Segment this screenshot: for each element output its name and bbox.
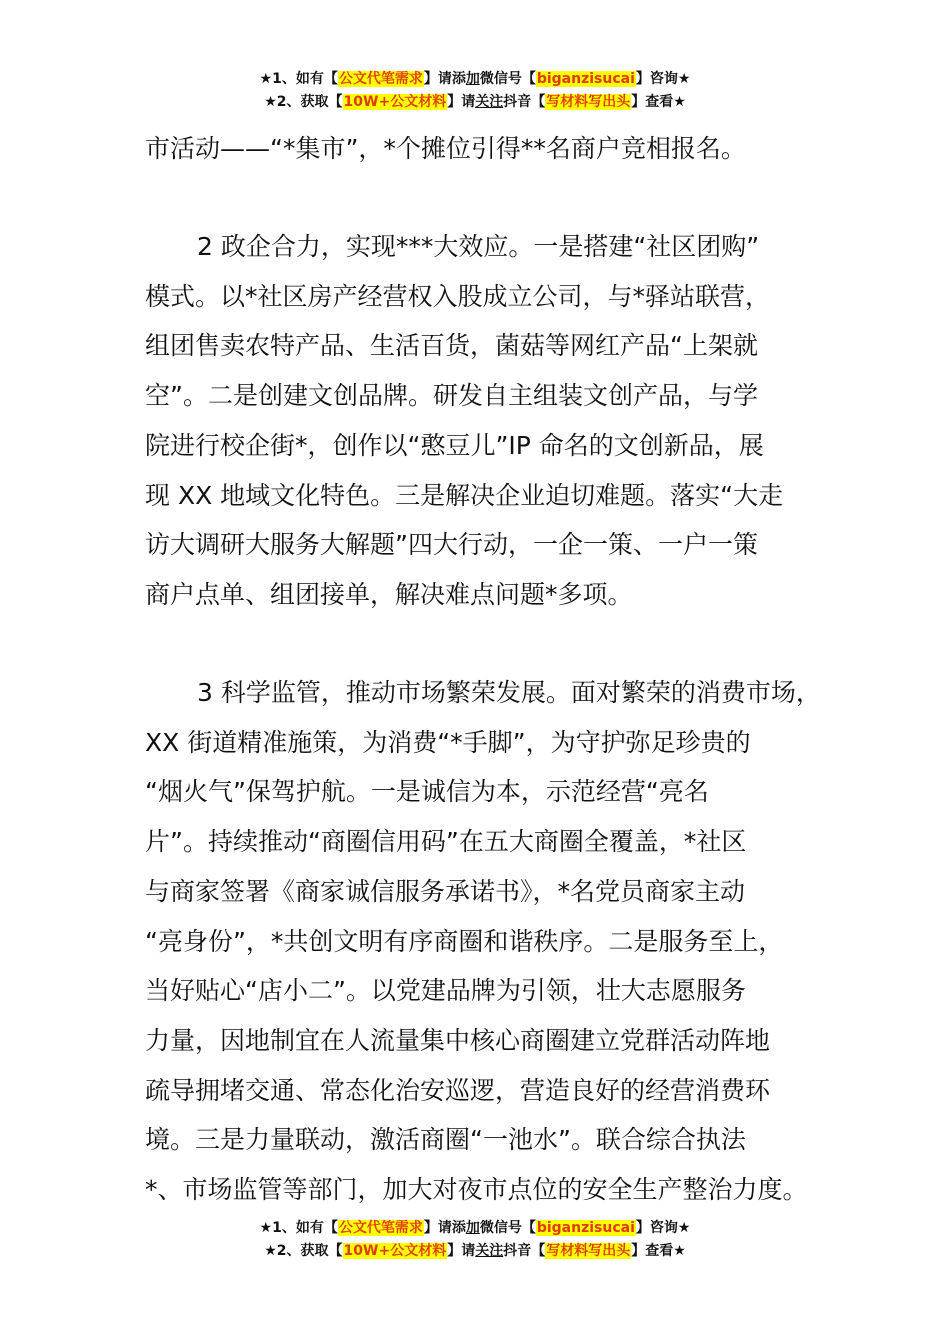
promo-text-underlined: 加 — [465, 71, 480, 87]
promo-text: 1、如有【 — [272, 71, 338, 87]
star-icon: ★ — [264, 94, 277, 110]
promo-text: 】查看★ — [631, 1243, 686, 1259]
highlight-service: 公文代笔需求 — [338, 1220, 423, 1236]
promo-line-1 — [0, 68, 950, 91]
star-icon: ★ — [259, 71, 273, 87]
highlight-douyin-account: 写材料写出头 — [546, 94, 631, 110]
promo-text: 】请 — [447, 94, 476, 110]
highlight-service: 公文代笔需求 — [338, 71, 423, 87]
text-line: 片”。持续推动“商圈信用码”在五大商圈全覆盖，*社区 — [145, 827, 747, 857]
promo-text: 】咨询★ — [635, 1220, 691, 1236]
promo-text: 2、获取【 — [276, 94, 343, 110]
promo-text: 】请 — [447, 1243, 476, 1259]
paragraph-section-2 — [145, 222, 835, 620]
star-icon: ★ — [259, 1220, 273, 1236]
text-line: 疏导拥堵交通、常态化治安巡逻，营造良好的经营消费环 — [145, 1075, 771, 1105]
promo-text: 】请添 — [423, 71, 466, 87]
promo-text: 】查看★ — [631, 94, 686, 110]
text-line: 当好贴心“店小二”。以党建品牌为引领，壮大志愿服务 — [145, 976, 746, 1006]
paragraph-continuation — [145, 124, 835, 174]
promo-text: 抖音【 — [503, 94, 546, 110]
promo-line-1 — [0, 1217, 950, 1240]
promo-text-underlined: 加 — [465, 1220, 480, 1236]
promo-text: 】咨询★ — [635, 71, 691, 87]
text-line: 力量，因地制宜在人流量集中核心商圈建立党群活动阵地 — [145, 1025, 771, 1055]
text-line: 与商家签署《商家诚信服务承诺书》，*名党员商家主动 — [145, 876, 746, 906]
text-line: 现 XX 地域文化特色。三是解决企业迫切难题。落实“大走 — [145, 480, 784, 510]
promo-text: 】请添 — [423, 1220, 466, 1236]
highlight-materials: 10W+公文材料 — [343, 94, 447, 110]
promo-line-2 — [0, 91, 950, 114]
paragraph-section-3 — [145, 668, 835, 1215]
promo-text: 1、如有【 — [272, 1220, 338, 1236]
star-icon: ★ — [264, 1243, 277, 1259]
text-line: 境。三是力量联动，激活商圈“一池水”。联合综合执法 — [145, 1125, 746, 1155]
text-line: “烟火气”保驾护航。一是诚信为本，示范经营“亮名 — [145, 777, 709, 807]
text-line: “亮身份”，*共创文明有序商圈和谐秩序。二是服务至上， — [145, 926, 784, 956]
promo-text-underlined: 关注 — [475, 94, 504, 110]
text-line: 空”。二是创建文创品牌。研发自主组装文创产品，与学 — [145, 381, 758, 411]
highlight-wechat-id: biganzisucai — [536, 71, 635, 87]
text-line: 商户点单、组团接单，解决难点问题*多项。 — [145, 579, 633, 609]
promo-text-underlined: 关注 — [475, 1243, 504, 1259]
text-line: 院进行校企街*，创作以“憨豆儿”IP 命名的文创新品，展 — [145, 430, 764, 460]
promo-text: 微信号【 — [479, 71, 536, 87]
highlight-materials: 10W+公文材料 — [343, 1243, 447, 1259]
bottom-promo-banner — [0, 1217, 950, 1263]
text-line: 模式。以*社区房产经营权入股成立公司，与*驿站联营， — [145, 281, 771, 311]
highlight-wechat-id: biganzisucai — [536, 1220, 635, 1236]
promo-line-2 — [0, 1240, 950, 1263]
text-line: 访大调研大服务大解题”四大行动，一企一策、一户一策 — [145, 530, 758, 560]
text-line: 组团售卖农特产品、生活百货，菌菇等网红产品“上架就 — [145, 331, 758, 361]
highlight-douyin-account: 写材料写出头 — [546, 1243, 631, 1259]
text-line: *、市场监管等部门，加大对夜市点位的安全生产整治力度。 — [145, 1175, 808, 1205]
promo-text: 微信号【 — [479, 1220, 536, 1236]
promo-text: 2、获取【 — [276, 1243, 343, 1259]
top-promo-banner — [0, 68, 950, 114]
text-line: 2 政企合力，实现***大效应。一是搭建“社区团购” — [197, 232, 760, 261]
text-line: 市活动——“*集市”，*个摊位引得**名商户竞相报名。 — [145, 134, 746, 163]
promo-text: 抖音【 — [503, 1243, 546, 1259]
text-line: XX 街道精准施策，为消费“*手脚”，为守护弥足珍贵的 — [145, 727, 751, 757]
text-line: 3 科学监管，推动市场繁荣发展。面对繁荣的消费市场， — [197, 678, 821, 707]
